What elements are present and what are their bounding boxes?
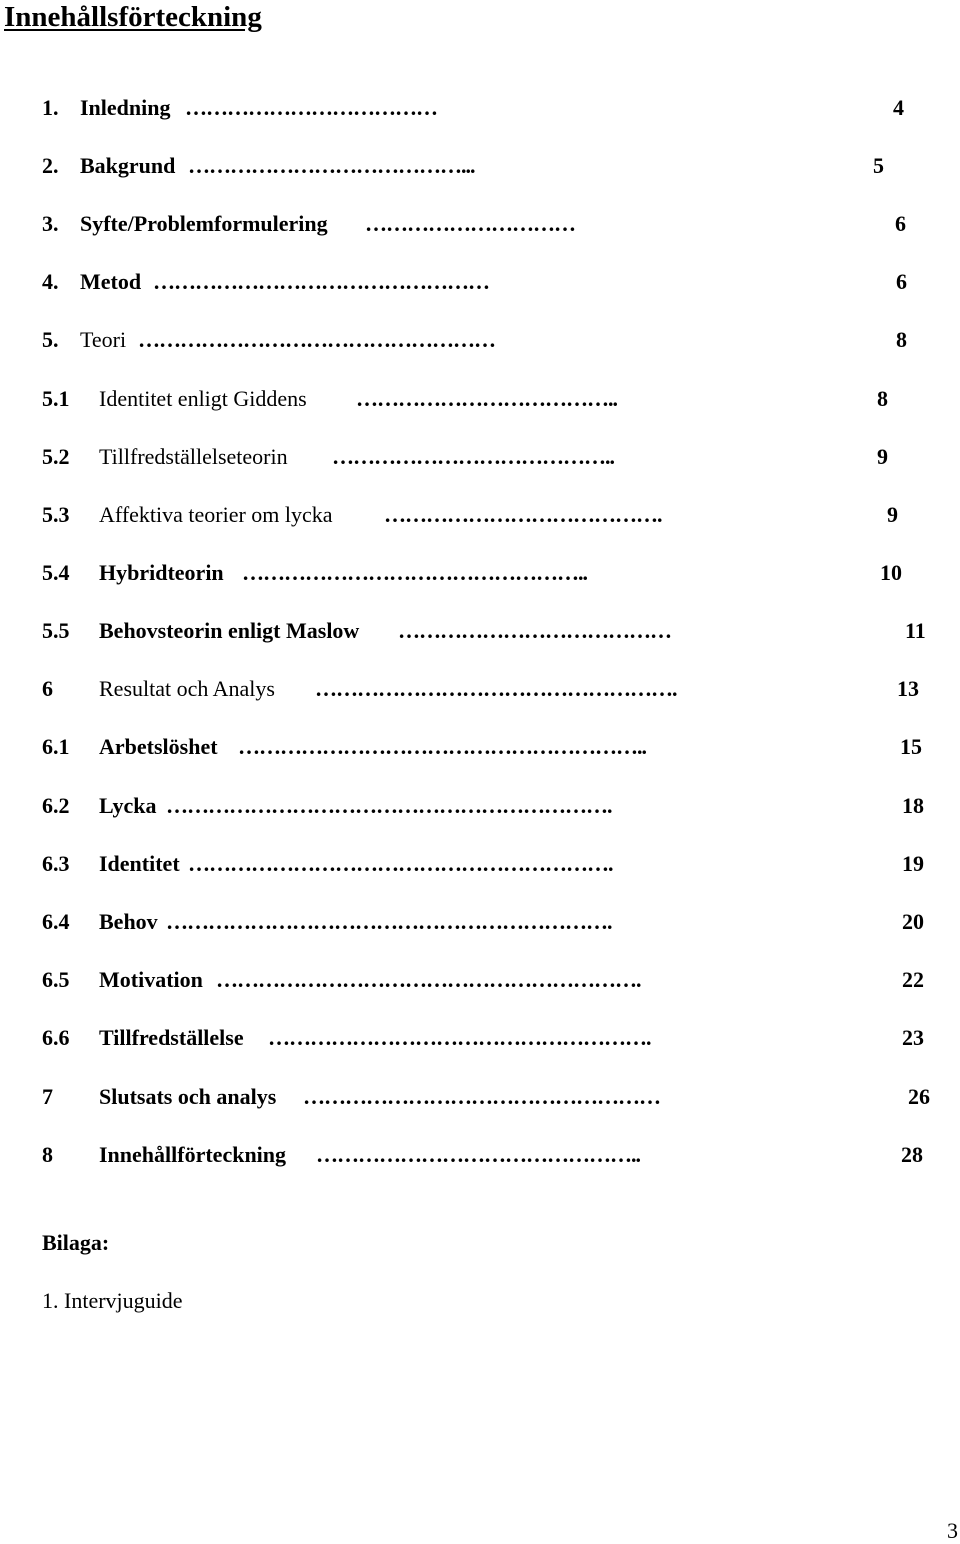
toc-entry [0, 1082, 960, 1112]
toc-entry-title: Innehållförteckning [99, 1142, 287, 1167]
toc-entry [0, 965, 960, 995]
toc-entry-number: 5.5 [42, 618, 70, 643]
toc-entry-number: 8 [42, 1142, 53, 1167]
toc-entry-leader: ……………………………… [185, 95, 437, 120]
toc-entry-leader: ………………………………………………………. [166, 793, 612, 818]
toc-entry [0, 616, 960, 646]
toc-entry-page: 15 [900, 734, 922, 759]
toc-entry-page: 19 [902, 851, 924, 876]
toc-entry [0, 907, 960, 937]
toc-entry-leader: ………………………………………………………. [166, 909, 612, 934]
toc-entry-page: 13 [897, 676, 919, 701]
toc-entry-page: 9 [877, 444, 888, 469]
toc-entry [0, 500, 960, 530]
toc-entry-page: 18 [902, 793, 924, 818]
toc-entry-number: 5.3 [42, 502, 70, 527]
toc-entry-number: 6.6 [42, 1025, 70, 1050]
toc-entry-leader: ………………………………………… [153, 269, 489, 294]
toc-entry [0, 442, 960, 472]
toc-entry-title: Arbetslöshet [99, 734, 218, 759]
toc-entry-number: 6.2 [42, 793, 70, 818]
toc-entry-title: Identitet enligt Giddens [99, 386, 307, 411]
toc-entry-number: 4. [42, 269, 59, 294]
toc-entry-number: 6.1 [42, 734, 70, 759]
toc-entry-leader: …………………………………………… [138, 327, 495, 352]
toc-entry-leader: ……………………………………………………. [188, 851, 613, 876]
toc-entry-leader: ………………………………….. [332, 444, 614, 469]
appendix-item: 1. Intervjuguide [42, 1288, 183, 1313]
toc-entry-page: 9 [887, 502, 898, 527]
toc-entry-title: Tillfredställelse [99, 1025, 244, 1050]
toc-entry-number: 6.4 [42, 909, 70, 934]
toc-entry-page: 4 [893, 95, 904, 120]
toc-entry [0, 93, 960, 123]
toc-entry-number: 6.3 [42, 851, 70, 876]
toc-entry-leader: ……………………………….. [356, 386, 617, 411]
toc-entry-number: 5.1 [42, 386, 70, 411]
page-title: Innehållsförteckning [4, 1, 262, 33]
toc-entry-title: Motivation [99, 967, 203, 992]
toc-entry-number: 2. [42, 153, 59, 178]
toc-entry-title: Inledning [80, 95, 171, 120]
toc-entry-title: Identitet [99, 851, 180, 876]
toc-entry [0, 151, 960, 181]
toc-entry [0, 674, 960, 704]
toc-entry-number: 1. [42, 95, 59, 120]
toc-entry-page: 11 [905, 618, 926, 643]
toc-entry-page: 28 [901, 1142, 923, 1167]
toc-entry-title: Syfte/Problemformulering [80, 211, 328, 236]
toc-entry-leader: ……………………………………….. [316, 1142, 640, 1167]
toc-entry-title: Bakgrund [80, 153, 176, 178]
toc-entry-number: 6 [42, 676, 53, 701]
toc-entry-page: 5 [873, 153, 884, 178]
toc-entry-page: 23 [902, 1025, 924, 1050]
toc-entry-leader: …………………………………... [188, 153, 475, 178]
toc-entry-leader: ………………………………………….. [242, 560, 587, 585]
toc-entry-title: Affektiva teorier om lycka [99, 502, 333, 527]
toc-entry-title: Hybridteorin [99, 560, 224, 585]
toc-entry [0, 384, 960, 414]
toc-entry-number: 7 [42, 1084, 53, 1109]
toc-entry-title: Behovsteorin enligt Maslow [99, 618, 360, 643]
toc-entry-leader: ……………………………………………………. [216, 967, 641, 992]
toc-entry-leader: ………………………………… [398, 618, 671, 643]
toc-entry [0, 325, 960, 355]
toc-entry-number: 5.2 [42, 444, 70, 469]
toc-entry [0, 1023, 960, 1053]
toc-entry-page: 22 [902, 967, 924, 992]
toc-entry-leader: …………………………………………… [303, 1084, 660, 1109]
toc-entry-leader: ………………………………………………….. [238, 734, 646, 759]
toc-entry-page: 20 [902, 909, 924, 934]
toc-entry [0, 849, 960, 879]
toc-entry-title: Resultat och Analys [99, 676, 275, 701]
toc-entry-title: Tillfredställelseteorin [99, 444, 288, 469]
toc-entry-number: 5.4 [42, 560, 70, 585]
toc-entry-page: 26 [908, 1084, 930, 1109]
toc-entry [0, 267, 960, 297]
toc-entry-title: Teori [80, 327, 127, 352]
toc-entry-page: 8 [877, 386, 888, 411]
toc-entry-number: 6.5 [42, 967, 70, 992]
toc-entry-title: Behov [99, 909, 158, 934]
toc-entry-leader: ………………………… [365, 211, 575, 236]
toc-entry-title: Metod [80, 269, 142, 294]
toc-entry [0, 558, 960, 588]
toc-entry-leader: ………………………………………………. [268, 1025, 651, 1050]
page-number: 3 [947, 1518, 958, 1543]
toc-entry-number: 5. [42, 327, 59, 352]
toc-entry-leader: ……………………………………………. [315, 676, 677, 701]
toc-entry [0, 732, 960, 762]
toc-entry-number: 3. [42, 211, 59, 236]
appendix-label: Bilaga: [42, 1230, 110, 1255]
toc-entry-title: Slutsats och analys [99, 1084, 277, 1109]
toc-entry-leader: …………………………………. [384, 502, 662, 527]
toc-entry [0, 209, 960, 239]
toc-entry-page: 6 [896, 269, 907, 294]
toc-entry [0, 791, 960, 821]
toc-entry-page: 8 [896, 327, 907, 352]
toc-entry-page: 10 [880, 560, 902, 585]
toc-entry [0, 1140, 960, 1170]
toc-entry-page: 6 [895, 211, 906, 236]
toc-entry-title: Lycka [99, 793, 157, 818]
